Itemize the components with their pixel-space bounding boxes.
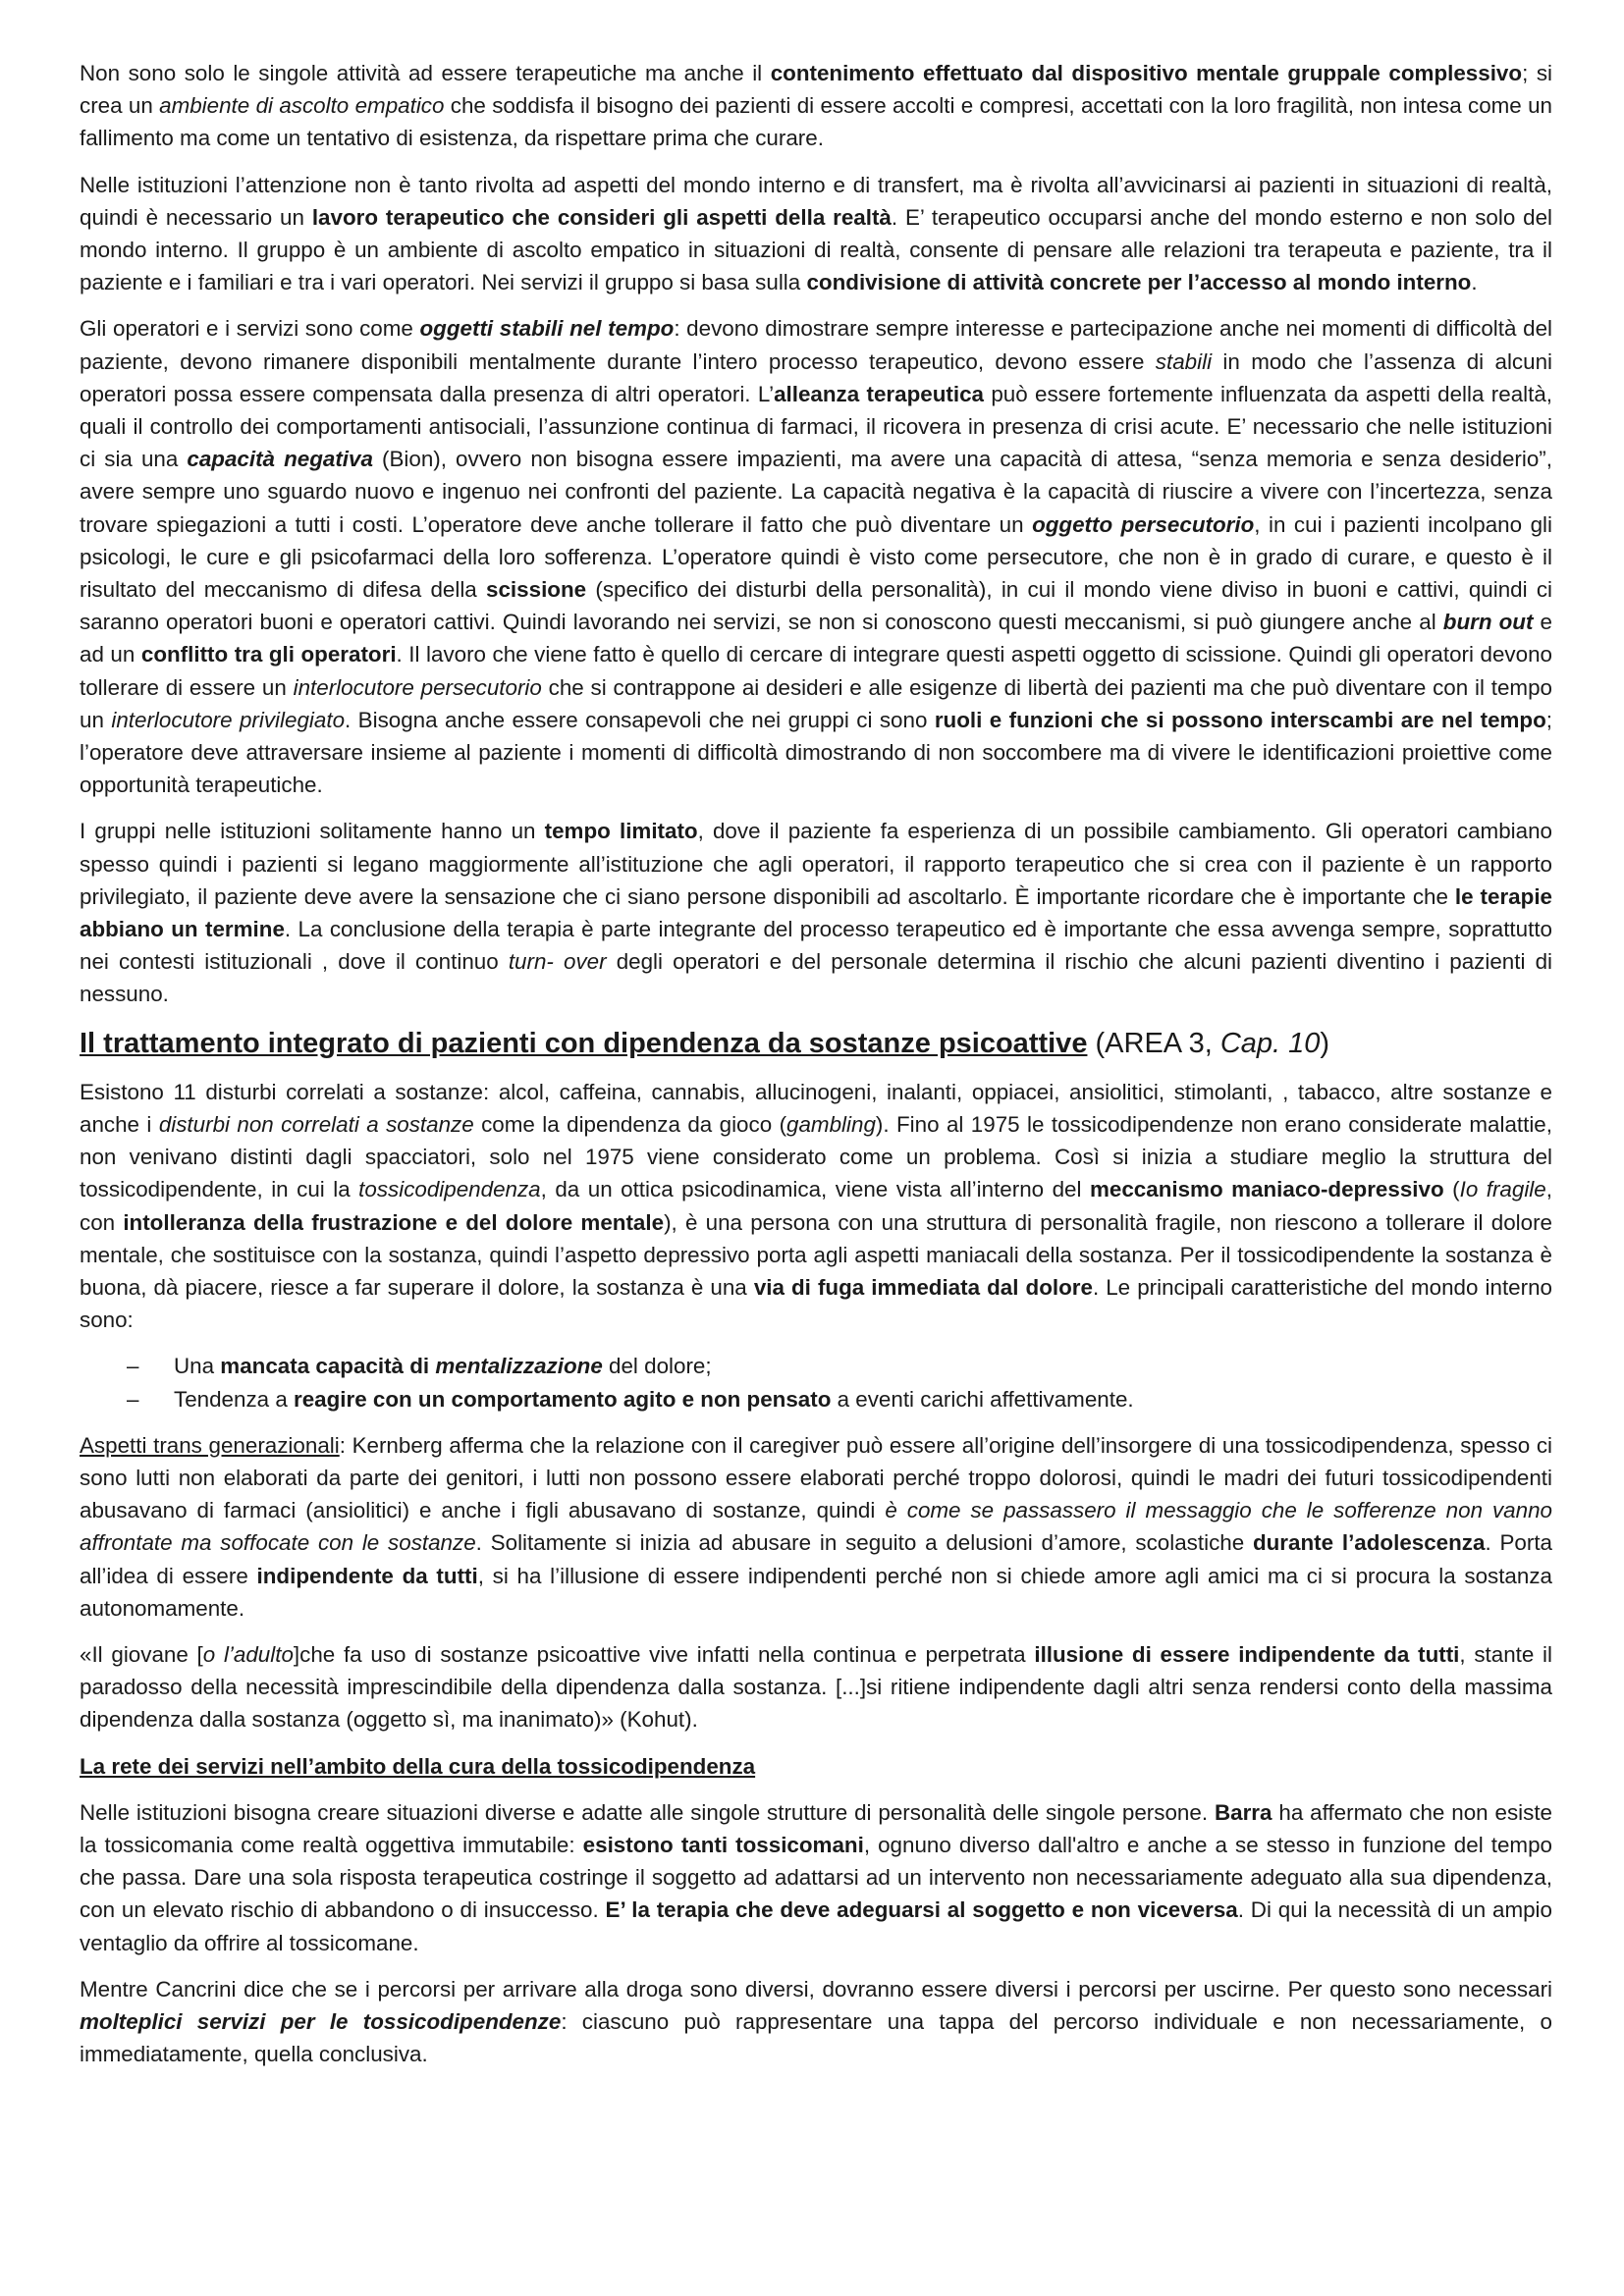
text-run: (specifico dei disturbi della personalità), in cui il mondo viene diviso in buoni e cattivi, quindi ci saranno operatori buoni e operatori cattivi. Quindi lavorando nei servizi, se non si conoscono questi meccanismi, si può giungere anche al — [80, 577, 1553, 635]
text-run: , ognuno diverso dall'altro e anche a se stesso in funzione del tempo che passa. Dare una sola risposta terapeutica costringe il soggetto ad adattarsi ad un intervento non necessariamente adeguato alla sua dipendenza, con un elevato rischio di abbandono o di insuccesso. — [80, 1832, 1552, 1923]
text-run: disturbi non correlati a sostanze — [158, 1111, 474, 1137]
text-run: . Di qui la necessità di un ampio ventaglio da offrire al tossicomane. — [80, 1897, 1552, 1955]
text-run: oggetti stabili nel tempo — [419, 316, 675, 342]
text-run: ; si crea un — [80, 61, 1552, 119]
text-run: alleanza terapeutica — [774, 381, 984, 406]
text-run: ruoli e funzioni che si possono interscambi are nel tempo — [934, 707, 1546, 732]
text-run: Mentre Cancrini dice che se i percorsi per arrivare alla droga sono diversi, dovranno essere diversi i percorsi per uscirne. Per questo sono necessari — [80, 1976, 1552, 2002]
text-run: , si ha l’illusione di essere indipendenti perché non si chiede amore agli amici ma ci si procura la sostanza autonomamente. — [80, 1563, 1552, 1621]
text-run: molteplici servizi per le tossicodipendenze — [80, 2008, 562, 2034]
text-run: Tendenza a — [174, 1386, 294, 1412]
text-run: che soddisfa il bisogno dei pazienti di essere accolti e compresi, accettati con la loro fragilità, non intesa come un fallimento ma come un tentativo di esistenza, da rispettare prima che curare. — [80, 93, 1552, 151]
paragraph-disturbi-sostanze — [80, 1076, 1552, 1337]
text-run: degli operatori e del personale determina il rischio che alcuni pazienti diventino i pazienti di nessuno. — [80, 949, 1552, 1007]
text-run: Una — [174, 1354, 221, 1379]
text-run: stabili — [1155, 348, 1213, 374]
list-item — [80, 1350, 1552, 1382]
text-run: . Il lavoro che viene fatto è quello di cercare di integrare questi aspetti oggetto di scissione. Quindi gli operatori devono tollerare di essere un — [80, 642, 1552, 700]
paragraph-barra — [80, 1796, 1552, 1959]
text-run: ha affermato che non esiste la tossicomania come realtà oggettiva immutabile: — [80, 1799, 1553, 1857]
text-run: oggetto persecutorio — [1032, 511, 1255, 537]
text-run: tempo limitato — [544, 819, 698, 844]
text-run: . Porta all’idea di essere — [80, 1530, 1552, 1588]
text-run: ). Fino al 1975 le tossicodipendenze non erano considerate malattie, non venivano distinti dagli spacciatori, solo nel 1975 viene considerato come un problema. Così si inizia a studiare meglio la struttura del tossicodipendente, in cui la — [80, 1111, 1552, 1202]
text-run: Nelle istituzioni bisogna creare situazioni diverse e adatte alle singole strutture di personalità delle singole persone. — [80, 1799, 1215, 1825]
text-run: : ciascuno può rappresentare una tappa del percorso individuale e non necessariamente, o immediatamente, quella conclusiva. — [80, 2008, 1552, 2067]
subheading-rete-servizi: La rete dei servizi nell’ambito della cura della tossicodipendenza — [80, 1753, 756, 1779]
text-run: è come se passassero il messaggio che le sofferenze non vanno affrontate ma soffocate con le sostanze — [80, 1498, 1552, 1556]
text-run: a eventi carichi affettivamente. — [831, 1386, 1134, 1412]
section-heading — [80, 1025, 1552, 1062]
text-run: Esistono 11 disturbi correlati a sostanze: alcol, caffeina, cannabis, allucinogeni, inalanti, oppiacei, ansiolitici, stimolanti, , tabacco, altre sostanze e anche i — [80, 1079, 1552, 1137]
text-run: Gli operatori e i servizi sono come — [80, 316, 420, 342]
paragraph-kohut-quote — [80, 1638, 1552, 1736]
section-heading-area: (AREA 3, Cap. 10) — [1087, 1027, 1330, 1059]
text-run: condivisione di attività concrete per l’accesso al mondo interno — [806, 270, 1472, 295]
dash-bullet: – — [127, 1386, 139, 1412]
text-run: mancata capacità di — [220, 1354, 436, 1379]
text-run: contenimento effettuato dal dispositivo mentale gruppale complessivo — [770, 61, 1523, 85]
text-run: , con — [80, 1177, 1552, 1235]
paragraph-operatori-oggetti-stabili — [80, 312, 1552, 801]
text-run: meccanismo maniaco-depressivo — [1089, 1177, 1444, 1202]
text-run: o l’adulto — [202, 1641, 294, 1667]
text-run: capacità negativa — [187, 447, 373, 472]
text-run: (Bion), ovvero non bisogna essere impazienti, ma avere una capacità di attesa, “senza memoria e senza desiderio”, avere sempre uno sguardo nuovo e ingenuo nei confronti del paziente. La capacità negativa è la capacità di riuscire a vivere con l’incertezza, senza trovare spiegazioni a tutti i costi. L’operatore deve anche tollerare il fatto che può diventare un — [80, 447, 1552, 537]
text-run: del dolore; — [602, 1354, 712, 1379]
text-run: mentalizzazione — [435, 1354, 603, 1379]
section-heading-title: Il trattamento integrato di pazienti con dipendenza da sostanze psicoattive — [80, 1027, 1088, 1059]
paragraph-trans-generazionali — [80, 1429, 1552, 1625]
text-run: ; l’operatore deve attraversare insieme al paziente i momenti di difficoltà dimostrando di non soccombere ma di vivere le identificazioni proiettive come opportunità terapeutiche. — [80, 707, 1553, 798]
text-run: reagire con un comportamento agito e non pensato — [294, 1386, 832, 1412]
paragraph-contenimento — [80, 57, 1552, 155]
text-run: Barra — [1214, 1799, 1272, 1825]
text-run: . E’ terapeutico occuparsi anche del mondo esterno e non solo del mondo interno. Il gruppo è un ambiente di ascolto empatico in situazioni di realtà, consente di pensare alle relazioni tra terapeuta e paziente, tra il paziente e i familiari e tra i vari operatori. Nei servizi il gruppo si basa sulla — [80, 204, 1553, 295]
text-run: «Il giovane [ — [80, 1641, 203, 1667]
dash-bullet: – — [127, 1354, 139, 1379]
text-run: interlocutore privilegiato — [111, 707, 346, 732]
text-run: illusione di essere indipendente da tutti — [1034, 1641, 1460, 1667]
text-run: scissione — [486, 577, 587, 603]
text-run: ambiente di ascolto empatico — [159, 93, 445, 119]
text-run: in modo che l’assenza di alcuni operatori possa essere compensata dalla presenza di altri operatori. L’ — [80, 348, 1552, 406]
text-run: interlocutore persecutorio — [293, 674, 542, 700]
text-run: via di fuga immediata dal dolore — [753, 1274, 1093, 1300]
text-run: come la dipendenza da gioco ( — [473, 1111, 787, 1137]
text-run: I gruppi nelle istituzioni solitamente hanno un — [80, 819, 545, 844]
text-run: conflitto tra gli operatori — [140, 642, 397, 667]
text-run: . La conclusione della terapia è parte integrante del processo terapeutico ed è importante che essa avvenga sempre, soprattutto nei contesti istituzionali , dove il continuo — [80, 917, 1552, 975]
text-run: ( — [1443, 1177, 1460, 1202]
text-run: : devono dimostrare sempre interesse e partecipazione anche nei momenti di difficoltà del paziente, devono rimanere disponibili mentalmente durante l’intero processo terapeutico, devono essere — [80, 316, 1552, 374]
text-run: le terapie abbiano un termine — [80, 883, 1552, 942]
text-run: , in cui i pazienti incolpano gli psicologi, le cure e gli psicofarmaci della loro sofferenza. L’operatore quindi è visto come persecutore, che non è in grado di curare, e questo è il risultato del meccanismo di difesa della — [80, 511, 1552, 603]
text-run: intolleranza della frustrazione e del dolore mentale — [123, 1209, 665, 1235]
text-run: Nelle istituzioni l’attenzione non è tanto rivolta ad aspetti del mondo interno e di transfert, ma è rivolta all’avvicinarsi ai pazienti in situazioni di realtà, quindi è necessario un — [80, 172, 1552, 230]
text-run: e ad un — [80, 610, 1552, 667]
text-run: , stante il paradosso della necessità imprescindibile della dipendenza dalla sostanza. [...]si ritiene indipendente dagli altri senza rendersi conto della massima dipendenza dalla sostanza (oggetto sì, ma inanimato)» (Kohut). — [80, 1641, 1552, 1733]
text-run: , da un ottica psicodinamica, viene vista all’interno del — [540, 1177, 1090, 1202]
paragraph-tempo-limitato — [80, 815, 1552, 1010]
text-run: esistono tanti tossicomani — [582, 1832, 864, 1857]
text-run: gambling — [786, 1111, 876, 1137]
characteristics-list — [80, 1350, 1552, 1415]
text-run: durante l’adolescenza — [1252, 1530, 1486, 1556]
text-run: . Bisogna anche essere consapevoli che nei gruppi ci sono — [345, 707, 935, 732]
list-item — [80, 1383, 1552, 1415]
text-run: : Kernberg afferma che la relazione con il caregiver può essere all’origine dell’insorgere di una tossicodipendenza, spesso ci sono lutti non elaborati da parte dei genitori, i lutti non possono essere elaborati perché troppo dolorosi, quindi le madri dei futuri tossicodipendenti abusavano di farmaci (ansiolitici) e anche i figli abusavano di sostanze, quindi — [80, 1432, 1552, 1523]
text-run: turn- over — [508, 949, 607, 975]
document-page — [80, 57, 1552, 2084]
text-run: . Le principali caratteristiche del mondo interno sono: — [80, 1274, 1552, 1333]
text-run: può essere fortemente influenzata da aspetti della realtà, quali il controllo dei comportamenti antisociali, l’assunzione continua di farmaci, il ricovera in presenza di crisi acute. E’ necessario che nelle istituzioni ci sia una — [80, 381, 1553, 472]
text-run: burn out — [1442, 610, 1534, 635]
text-run: che si contrappone ai desideri e alle esigenze di libertà dei pazienti ma che può diventare con il tempo un — [80, 674, 1552, 732]
text-run: . — [1471, 270, 1478, 295]
text-run: Non sono solo le singole attività ad essere terapeutiche ma anche il — [80, 61, 771, 85]
text-run: ]che fa uso di sostanze psicoattive vive infatti nella continua e perpetrata — [293, 1641, 1035, 1667]
paragraph-istituzioni-realta — [80, 169, 1552, 299]
text-run: tossicodipendenza — [358, 1177, 541, 1202]
text-run: Aspetti trans generazionali — [80, 1432, 340, 1458]
text-run: , dove il paziente fa esperienza di un possibile cambiamento. Gli operatori cambiano spesso quindi i pazienti si legano maggiormente all’istituzione che agli operatori, il rapporto terapeutico che si crea con il paziente è un rapporto privilegiato, il paziente deve avere la sensazione che ci siano persone disponibili ad ascoltarlo. È importante ricordare che è importante che — [80, 819, 1552, 909]
text-run: lavoro terapeutico che consideri gli aspetti della realtà — [311, 204, 892, 230]
paragraph-cancrini — [80, 1973, 1552, 2071]
text-run: Io fragile — [1459, 1177, 1546, 1202]
text-run: ), è una persona con una struttura di personalità fragile, non riescono a tollerare il dolore mentale, che sostituisce con la sostanza, quindi l’aspetto depressivo porta agli aspetti maniacali della sostanza. Per il tossicodipendente la sostanza è buona, dà piacere, riesce a far superare il dolore, la sostanza è una — [80, 1209, 1552, 1300]
text-run: E’ la terapia che deve adeguarsi al soggetto e non viceversa — [605, 1897, 1238, 1923]
text-run: . Solitamente si inizia ad abusare in seguito a delusioni d’amore, scolastiche — [475, 1530, 1253, 1556]
text-run: indipendente da tutti — [256, 1563, 478, 1588]
